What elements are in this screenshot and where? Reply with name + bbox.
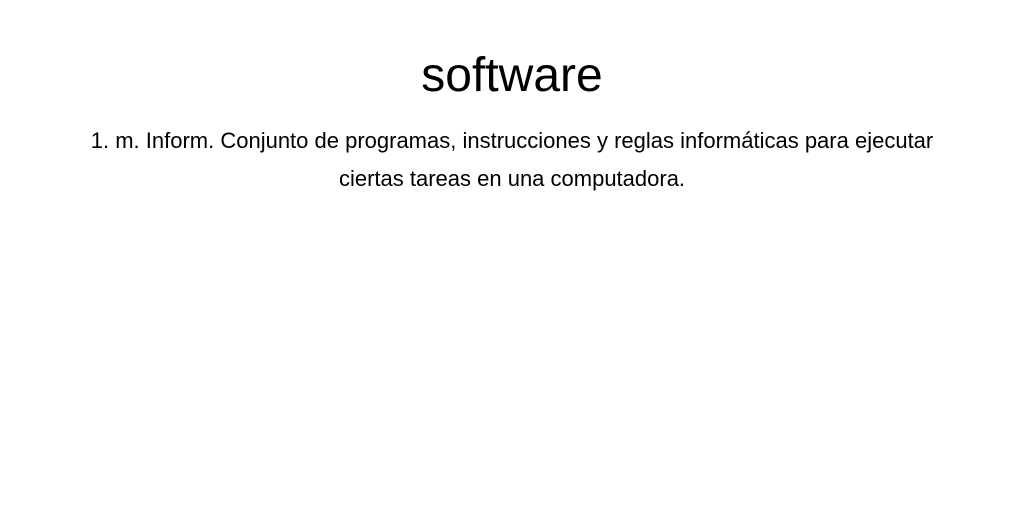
headword: software — [421, 49, 603, 102]
definition-text: 1. m. Inform. Conjunto de programas, instrucciones y reglas informáticas para ejecutar ciertas tareas en una computadora. — [90, 128, 934, 191]
